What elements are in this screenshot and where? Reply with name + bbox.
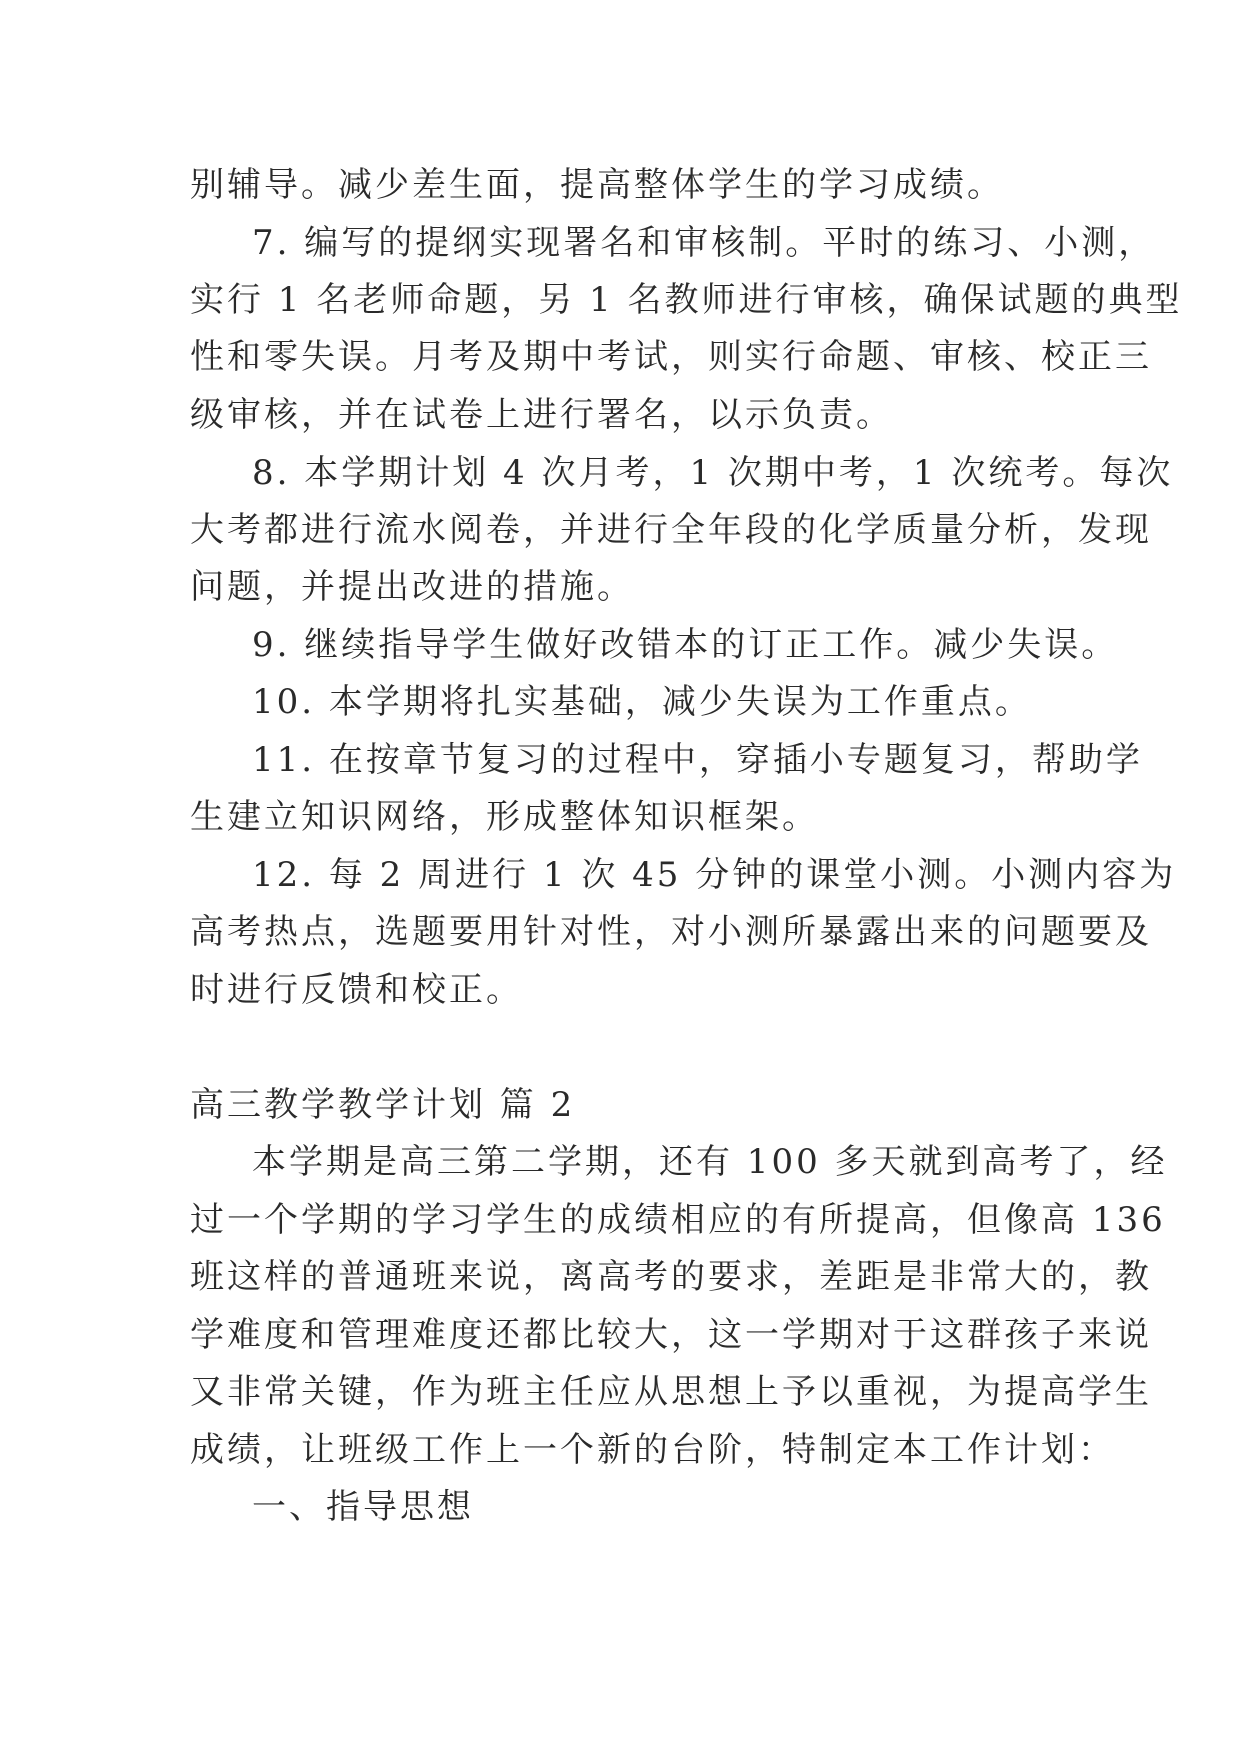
text-line: 级审核，并在试卷上进行署名，以示负责。	[190, 395, 893, 435]
text-line: 实行 1 名老师命题，另 1 名教师进行审核，确保试题的典型	[190, 280, 1183, 320]
text-line: 问题，并提出改进的措施。	[190, 567, 634, 607]
subsection-heading: 一、指导思想	[252, 1487, 474, 1527]
text-line: 别辅导。减少差生面，提高整体学生的学习成绩。	[190, 165, 1004, 205]
text-line: 11. 在按章节复习的过程中，穿插小专题复习，帮助学	[252, 740, 1143, 780]
text-line: 成绩，让班级工作上一个新的台阶，特制定本工作计划：	[190, 1430, 1115, 1470]
text-line: 8. 本学期计划 4 次月考，1 次期中考，1 次统考。每次	[252, 453, 1174, 493]
text-line: 本学期是高三第二学期，还有 100 多天就到高考了，经	[252, 1142, 1168, 1182]
text-line: 10. 本学期将扎实基础，减少失误为工作重点。	[252, 682, 1032, 722]
text-line: 过一个学期的学习学生的成绩相应的有所提高，但像高 136	[190, 1200, 1166, 1240]
section-heading: 高三教学教学计划 篇 2	[190, 1085, 576, 1125]
text-line: 学难度和管理难度还都比较大，这一学期对于这群孩子来说	[190, 1315, 1152, 1355]
text-line: 大考都进行流水阅卷，并进行全年段的化学质量分析，发现	[190, 510, 1152, 550]
text-line: 9. 继续指导学生做好改错本的订正工作。减少失误。	[252, 625, 1119, 665]
text-line: 生建立知识网络，形成整体知识框架。	[190, 797, 819, 837]
text-line: 性和零失误。月考及期中考试，则实行命题、审核、校正三	[190, 337, 1152, 377]
text-line: 时进行反馈和校正。	[190, 970, 523, 1010]
text-line: 又非常关键，作为班主任应从思想上予以重视，为提高学生	[190, 1372, 1152, 1412]
text-line: 班这样的普通班来说，离高考的要求，差距是非常大的，教	[190, 1257, 1152, 1297]
text-line: 7. 编写的提纲实现署名和审核制。平时的练习、小测，	[252, 223, 1156, 263]
text-line: 12. 每 2 周进行 1 次 45 分钟的课堂小测。小测内容为	[252, 855, 1177, 895]
text-line: 高考热点，选题要用针对性，对小测所暴露出来的问题要及	[190, 912, 1152, 952]
